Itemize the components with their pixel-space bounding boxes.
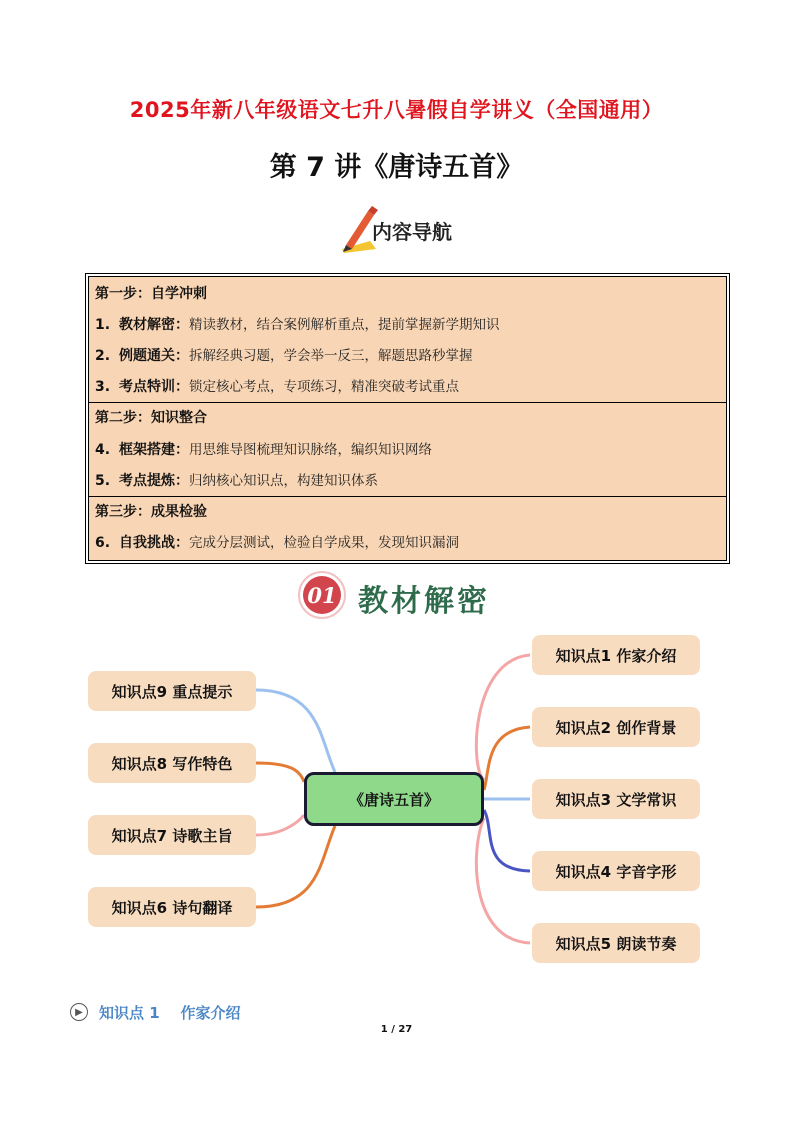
nav-item-3 bbox=[95, 378, 459, 396]
connector-kp2 bbox=[484, 727, 530, 790]
nav-item-key: 自我挑战： bbox=[118, 535, 189, 551]
step-divider bbox=[89, 496, 726, 497]
document-series-title: 2025年新八年级语文七升八暑假自学讲义（全国通用） bbox=[129, 98, 664, 122]
nav-item-key: 例题通关： bbox=[118, 348, 189, 364]
step-1-title: 第一步：自学冲刺 bbox=[95, 286, 207, 302]
nav-item-key: 考点特训： bbox=[118, 379, 189, 395]
knowledge-point-heading bbox=[70, 1001, 241, 1023]
step-divider bbox=[89, 402, 726, 403]
navigation-outline-panel bbox=[88, 276, 727, 561]
nav-item-1 bbox=[95, 316, 499, 334]
nav-item-desc: 锁定核心考点，专项练习，精准突破考试重点 bbox=[188, 379, 459, 395]
nav-item-desc: 精读教材，结合案例解析重点，提前掌握新学期知识 bbox=[188, 317, 500, 333]
mindmap-node-kp3: 知识点3 文学常识 bbox=[532, 779, 700, 819]
nav-heading-label: 内容导航 bbox=[372, 220, 452, 244]
mindmap-node-kp7: 知识点7 诗歌主旨 bbox=[88, 815, 256, 855]
knowledge-point-label: 知识点 1 作家介绍 bbox=[99, 1003, 241, 1022]
navigation-outline-box bbox=[85, 273, 730, 564]
nav-item-number: 5. bbox=[95, 473, 111, 489]
connector-kp5 bbox=[476, 818, 530, 943]
connector-kp1 bbox=[476, 655, 530, 780]
mindmap-node-kp1: 知识点1 作家介绍 bbox=[532, 635, 700, 675]
section-title: 教材解密 bbox=[358, 584, 490, 619]
nav-item-desc: 完成分层测试，检验自学成果，发现知识漏洞 bbox=[188, 535, 459, 551]
nav-item-2 bbox=[95, 347, 472, 365]
nav-item-desc: 归纳核心知识点，构建知识体系 bbox=[188, 473, 378, 489]
nav-item-number: 4. bbox=[95, 442, 111, 458]
nav-item-key: 考点提炼： bbox=[118, 473, 189, 489]
mindmap-node-kp5: 知识点5 朗读节奏 bbox=[532, 923, 700, 963]
nav-item-desc: 拆解经典习题，学会举一反三，解题思路秒掌握 bbox=[188, 348, 473, 364]
nav-item-4 bbox=[95, 441, 432, 459]
mindmap-node-kp8: 知识点8 写作特色 bbox=[88, 743, 256, 783]
connector-kp8 bbox=[256, 763, 304, 782]
section-banner bbox=[296, 570, 506, 620]
mindmap-node-kp6: 知识点6 诗句翻译 bbox=[88, 887, 256, 927]
nav-item-key: 框架搭建： bbox=[118, 442, 189, 458]
section-number: 01 bbox=[307, 583, 337, 608]
mindmap-node-kp4: 知识点4 字音字形 bbox=[532, 851, 700, 891]
step-3-title: 第三步：成果检验 bbox=[95, 504, 207, 520]
play-circle-icon: ▶ bbox=[70, 1003, 88, 1021]
mindmap-node-kp9: 知识点9 重点提示 bbox=[88, 671, 256, 711]
nav-item-key: 教材解密： bbox=[118, 317, 189, 333]
page-number: 1 / 27 bbox=[380, 1024, 413, 1035]
step-2-title: 第二步：知识整合 bbox=[95, 410, 207, 426]
lesson-title: 第 7 讲《唐诗五首》 bbox=[269, 152, 524, 183]
connector-kp9 bbox=[256, 690, 335, 772]
nav-item-number: 2. bbox=[95, 348, 111, 364]
mindmap-center-node: 《唐诗五首》 bbox=[304, 772, 484, 826]
nav-item-number: 3. bbox=[95, 379, 111, 395]
nav-item-desc: 用思维导图梳理知识脉络，编织知识网络 bbox=[188, 442, 432, 458]
nav-item-6 bbox=[95, 534, 459, 552]
nav-item-number: 1. bbox=[95, 317, 111, 333]
connector-kp7 bbox=[256, 815, 304, 835]
section-number-badge bbox=[296, 570, 350, 620]
nav-item-number: 6. bbox=[95, 535, 111, 551]
connector-kp6 bbox=[256, 826, 335, 907]
content-navigation-heading bbox=[336, 205, 476, 255]
connector-kp4 bbox=[484, 810, 530, 871]
mindmap-node-kp2: 知识点2 创作背景 bbox=[532, 707, 700, 747]
nav-item-5 bbox=[95, 472, 378, 490]
